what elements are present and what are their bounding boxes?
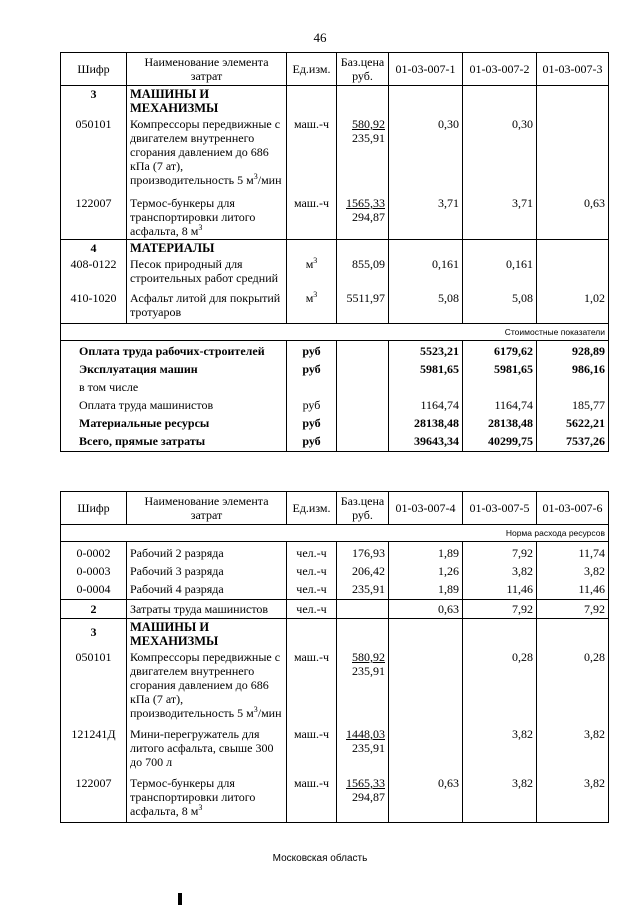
- row-price: 580,92 235,91: [337, 649, 389, 721]
- row-code: 121241Д: [61, 721, 127, 770]
- summary-value-1: 5523,21: [389, 341, 463, 360]
- header-price: Баз.цена руб.: [337, 53, 389, 86]
- row-code: 0-0004: [61, 579, 127, 600]
- row-name: Рабочий 4 разряда: [127, 579, 287, 600]
- row-price: 1565,33 294,87: [337, 770, 389, 823]
- summary-row: [61, 359, 609, 377]
- table-row: [61, 579, 609, 600]
- summary-value-3: 986,16: [537, 359, 609, 377]
- row-value-3: 11,74: [537, 542, 609, 562]
- row-code: 410-1020: [61, 286, 127, 324]
- summary-value-2: 28138,48: [463, 413, 537, 431]
- summary-value-1: 1164,74: [389, 395, 463, 413]
- summary-unit: руб: [287, 413, 337, 431]
- summary-value-3: 5622,21: [537, 413, 609, 431]
- row-value-2: 5,08: [463, 286, 537, 324]
- section-title: МАШИНЫ И МЕХАНИЗМЫ: [127, 86, 287, 117]
- row-value-2: 3,71: [463, 188, 537, 240]
- summary-value-1: 5981,65: [389, 359, 463, 377]
- row-value-2: 3,82: [463, 721, 537, 770]
- summary-unit: руб: [287, 341, 337, 360]
- row-value-3: 0,63: [537, 188, 609, 240]
- row-name: Асфальт литой для покрытий тротуаров: [127, 286, 287, 324]
- row-unit: $м^3$: [287, 256, 337, 286]
- row-value-3: 7,92: [537, 600, 609, 619]
- row-value-1: 0,30: [389, 116, 463, 188]
- row-value-2: 0,30: [463, 116, 537, 188]
- header-col-2: 01-03-007-2: [463, 53, 537, 86]
- header-col-5: 01-03-007-5: [463, 492, 537, 525]
- section-row-machines: [61, 619, 609, 650]
- summary-row: [61, 431, 609, 452]
- edge-mark: [178, 893, 182, 905]
- summary-label: Всего, прямые затраты: [61, 431, 287, 452]
- row-value-2: 11,46: [463, 579, 537, 600]
- row-price: 206,42: [337, 561, 389, 579]
- table-row: [61, 188, 609, 240]
- section-number: 3: [61, 86, 127, 117]
- row-value-3: 0,28: [537, 649, 609, 721]
- header-name: Наименование элемента затрат: [127, 492, 287, 525]
- row-price: 1448,03 235,91: [337, 721, 389, 770]
- row-unit: маш.-ч: [287, 188, 337, 240]
- row-unit: чел.-ч: [287, 561, 337, 579]
- row-value-1: 1,26: [389, 561, 463, 579]
- section-row-materials: [61, 240, 609, 257]
- cost-indicators-label: Стоимостные показатели: [61, 324, 609, 341]
- summary-row: [61, 377, 609, 395]
- row-price: 176,93: [337, 542, 389, 562]
- row-name: Рабочий 3 разряда: [127, 561, 287, 579]
- summary-value-2: 6179,62: [463, 341, 537, 360]
- table-row: [61, 649, 609, 721]
- row-code: 050101: [61, 649, 127, 721]
- section-number: 4: [61, 240, 127, 257]
- row-name: Песок природный для строительных работ средний: [127, 256, 287, 286]
- table-row: [61, 561, 609, 579]
- row-unit: $м^3$: [287, 286, 337, 324]
- header-code: Шифр: [61, 492, 127, 525]
- section-row-machines: [61, 86, 609, 117]
- header-unit: Ед.изм.: [287, 53, 337, 86]
- row-value-1: [389, 649, 463, 721]
- summary-value-1: 28138,48: [389, 413, 463, 431]
- row-value-3: [537, 256, 609, 286]
- header-col-3: 01-03-007-3: [537, 53, 609, 86]
- row-value-1: 5,08: [389, 286, 463, 324]
- row-name: Мини-перегружатель для литого асфальта, свыше 300 до 700 л: [127, 721, 287, 770]
- summary-unit: руб: [287, 395, 337, 413]
- row-unit: маш.-ч: [287, 649, 337, 721]
- row-name: Рабочий 2 разряда: [127, 542, 287, 562]
- row-price: 855,09: [337, 256, 389, 286]
- row-value-2: 0,161: [463, 256, 537, 286]
- row-name: Затраты труда машинистов: [127, 600, 287, 619]
- summary-label: Материальные ресурсы: [61, 413, 287, 431]
- row-value-2: 3,82: [463, 770, 537, 823]
- row-unit: маш.-ч: [287, 116, 337, 188]
- row-code: 122007: [61, 188, 127, 240]
- header-name: Наименование элемента затрат: [127, 53, 287, 86]
- section-title: МАШИНЫ И МЕХАНИЗМЫ: [127, 619, 287, 650]
- summary-label: Эксплуатация машин: [61, 359, 287, 377]
- row-value-2: 3,82: [463, 561, 537, 579]
- row-value-3: 3,82: [537, 770, 609, 823]
- row-code: 050101: [61, 116, 127, 188]
- table-row: [61, 542, 609, 562]
- row-value-1: 1,89: [389, 579, 463, 600]
- summary-unit: руб: [287, 431, 337, 452]
- summary-label: Оплата труда рабочих-строителей: [61, 341, 287, 360]
- row-unit: маш.-ч: [287, 721, 337, 770]
- row-value-3: [537, 116, 609, 188]
- row-price: 1565,33 294,87: [337, 188, 389, 240]
- row-unit: маш.-ч: [287, 770, 337, 823]
- summary-value-3: 7537,26: [537, 431, 609, 452]
- summary-row: [61, 341, 609, 360]
- table-header-row: [61, 53, 609, 86]
- row-value-3: 1,02: [537, 286, 609, 324]
- summary-label: в том числе: [61, 377, 287, 395]
- row-unit: чел.-ч: [287, 600, 337, 619]
- header-col-1: 01-03-007-1: [389, 53, 463, 86]
- summary-value-2: 1164,74: [463, 395, 537, 413]
- row-name: Компрессоры передвижные с двигателем внутреннего сгорания давлением до 686 кПа (7 ат), производительность 5 $м^3$/мин: [127, 116, 287, 188]
- row-price: 235,91: [337, 579, 389, 600]
- row-value-1: 1,89: [389, 542, 463, 562]
- row-value-2: 7,92: [463, 600, 537, 619]
- table-row: [61, 286, 609, 324]
- row-price: 580,92 235,91: [337, 116, 389, 188]
- row-code: 122007: [61, 770, 127, 823]
- row-code: 408-0122: [61, 256, 127, 286]
- row-value-2: 0,28: [463, 649, 537, 721]
- header-price: Баз.цена руб.: [337, 492, 389, 525]
- row-price: 5511,97: [337, 286, 389, 324]
- row-value-3: 3,82: [537, 561, 609, 579]
- table-row: [61, 721, 609, 770]
- header-unit: Ед.изм.: [287, 492, 337, 525]
- row-value-1: [389, 721, 463, 770]
- page-footer: Московская область: [272, 853, 368, 864]
- summary-value-1: 39643,34: [389, 431, 463, 452]
- table-row: [61, 116, 609, 188]
- norm-label: Норма расхода ресурсов: [61, 525, 609, 542]
- row-name: Термос-бункеры для транспортировки литого асфальта, 8 $м^3$: [127, 188, 287, 240]
- row-unit: чел.-ч: [287, 542, 337, 562]
- summary-value-3: 185,77: [537, 395, 609, 413]
- summary-row: [61, 395, 609, 413]
- row-value-1: 3,71: [389, 188, 463, 240]
- summary-row: [61, 413, 609, 431]
- row-value-3: 3,82: [537, 721, 609, 770]
- row-code: 0-0003: [61, 561, 127, 579]
- section-number: 3: [61, 619, 127, 650]
- machinists-row: [61, 600, 609, 619]
- page-number: 46: [313, 30, 327, 45]
- header-code: Шифр: [61, 53, 127, 86]
- header-col-6: 01-03-007-6: [537, 492, 609, 525]
- summary-unit: руб: [287, 359, 337, 377]
- resource-table-1: [60, 52, 609, 452]
- summary-value-2: 5981,65: [463, 359, 537, 377]
- row-value-2: 7,92: [463, 542, 537, 562]
- table-row: [61, 256, 609, 286]
- table-row: [61, 770, 609, 823]
- summary-label: Оплата труда машинистов: [61, 395, 287, 413]
- row-value-1: 0,63: [389, 770, 463, 823]
- row-value-3: 11,46: [537, 579, 609, 600]
- row-value-1: 0,161: [389, 256, 463, 286]
- summary-value-3: 928,89: [537, 341, 609, 360]
- resource-table-2: [60, 491, 609, 823]
- summary-value-2: 40299,75: [463, 431, 537, 452]
- table-header-row: [61, 492, 609, 525]
- row-name: Компрессоры передвижные с двигателем внутреннего сгорания давлением до 686 кПа (7 ат), производительность 5 $м^3$/мин: [127, 649, 287, 721]
- row-name: Термос-бункеры для транспортировки литого асфальта, 8 $м^3$: [127, 770, 287, 823]
- row-code: 0-0002: [61, 542, 127, 562]
- row-unit: чел.-ч: [287, 579, 337, 600]
- row-code: 2: [61, 600, 127, 619]
- header-col-4: 01-03-007-4: [389, 492, 463, 525]
- row-value-1: 0,63: [389, 600, 463, 619]
- section-title: МАТЕРИАЛЫ: [127, 240, 287, 257]
